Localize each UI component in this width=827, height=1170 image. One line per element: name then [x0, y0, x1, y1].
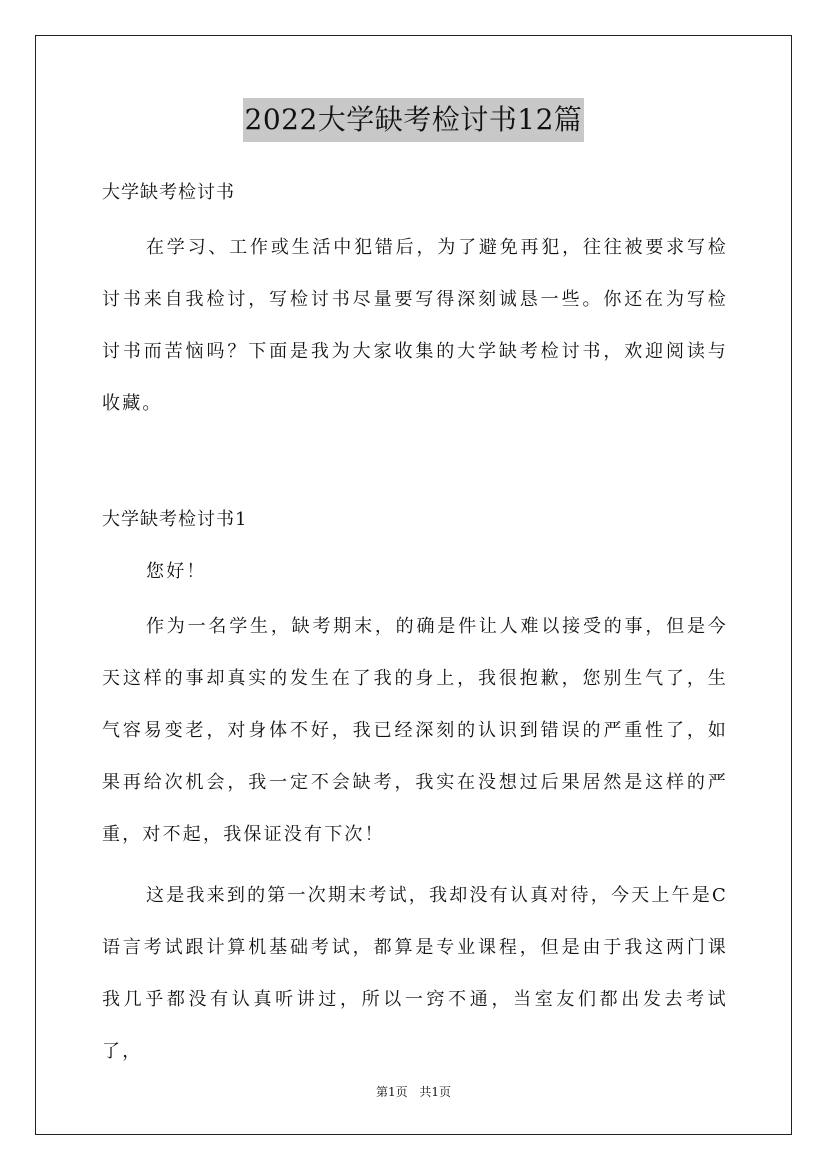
- page-count: 共1页: [419, 1085, 452, 1099]
- section-heading: 大学缺考检讨书1: [102, 509, 248, 530]
- intro-heading: 大学缺考检讨书: [102, 182, 235, 203]
- body-paragraph: 这是我来到的第一次期末考试，我却没有认真对待，今天上午是C语言考试跟计算机基础考试，都算是专业课程，但是由于我这两门课我几乎都没有认真听讲过，所以一窍不通，当室友们都出发去考试了，: [102, 885, 728, 1062]
- intro-paragraph: 在学习、工作或生活中犯错后，为了避免再犯，往往被要求写检讨书来自我检讨，写检讨书尽量要写得深刻诚恳一些。你还在为写检讨书而苦恼吗？下面是我为大家收集的大学缺考检讨书，欢迎阅读与收藏。: [102, 237, 728, 414]
- body-paragraph: 作为一名学生，缺考期末，的确是件让人难以接受的事，但是今天这样的事却真实的发生在了我的身上，我很抱歉，您别生气了，生气容易变老，对身体不好，我已经深刻的认识到错误的严重性了，如果再给次机会，我一定不会缺考，我实在没想过后果居然是这样的严重，对不起，我保证没有下次！: [102, 616, 728, 845]
- greeting-text: 您好！: [146, 561, 207, 582]
- title-container: [0, 98, 827, 142]
- page-footer: [0, 1083, 827, 1100]
- document-title: 2022大学缺考检讨书12篇: [243, 98, 585, 142]
- page-number: 第1页: [375, 1085, 408, 1099]
